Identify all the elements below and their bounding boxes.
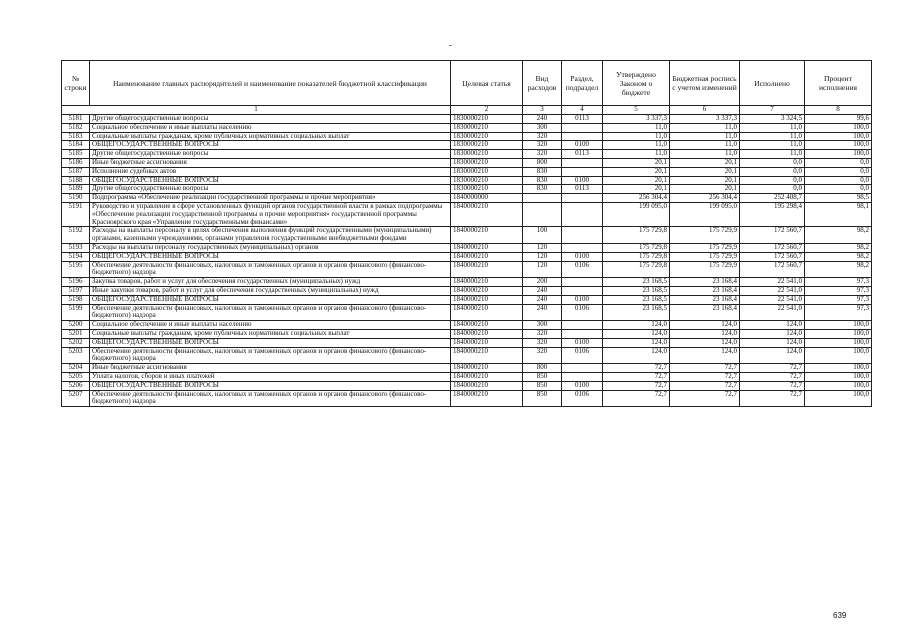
row-section xyxy=(562,167,603,176)
row-name: Другие общегосударственные вопросы xyxy=(90,115,451,124)
row-number: 5207 xyxy=(62,390,90,407)
row-planned: 20,1 xyxy=(670,167,740,176)
row-name: Социальные выплаты гражданам, кроме публичных нормативных социальных выплат xyxy=(90,329,451,338)
row-planned: 20,1 xyxy=(670,185,740,194)
row-percent: 98,5 xyxy=(805,194,872,203)
row-executed: 22 541,0 xyxy=(740,295,805,304)
row-target-article: 1840000210 xyxy=(451,321,523,330)
row-target-article: 1840000210 xyxy=(451,329,523,338)
row-approved: 256 304,4 xyxy=(603,194,670,203)
row-name: ОБЩЕГОСУДАРСТВЕННЫЕ ВОПРОСЫ xyxy=(90,295,451,304)
table-row xyxy=(62,321,872,330)
table-row xyxy=(62,158,872,167)
row-planned: 175 729,9 xyxy=(670,227,740,244)
row-section: 0106 xyxy=(562,304,603,321)
row-section xyxy=(562,227,603,244)
row-target-article: 1840000210 xyxy=(451,304,523,321)
row-executed: 172 560,7 xyxy=(740,261,805,278)
row-name: ОБЩЕГОСУДАРСТВЕННЫЕ ВОПРОСЫ xyxy=(90,252,451,261)
row-number: 5188 xyxy=(62,176,90,185)
row-planned: 256 304,4 xyxy=(670,194,740,203)
table-row xyxy=(62,261,872,278)
row-name: Обеспечение деятельности финансовых, налоговых и таможенных органов и органов финансового (финансово-бюджетного) надзора xyxy=(90,304,451,321)
row-approved: 72,7 xyxy=(603,381,670,390)
budget-table-container xyxy=(61,60,871,407)
row-number: 5205 xyxy=(62,372,90,381)
row-section xyxy=(562,278,603,287)
budget-execution-table xyxy=(61,60,872,407)
row-section: 0100 xyxy=(562,381,603,390)
table-row xyxy=(62,304,872,321)
row-planned: 124,0 xyxy=(670,338,740,347)
row-section xyxy=(562,243,603,252)
row-percent: 97,3 xyxy=(805,286,872,295)
row-target-article: 1840000210 xyxy=(451,227,523,244)
header-row xyxy=(62,61,872,106)
row-name: Обеспечение деятельности финансовых, налоговых и таможенных органов и органов финансового (финансово-бюджетного) надзора xyxy=(90,347,451,364)
row-executed: 124,0 xyxy=(740,329,805,338)
row-percent: 98,2 xyxy=(805,227,872,244)
row-executed: 0,0 xyxy=(740,185,805,194)
row-planned: 175 729,9 xyxy=(670,243,740,252)
row-executed: 124,0 xyxy=(740,347,805,364)
row-expense-type: 320 xyxy=(523,132,562,141)
row-section xyxy=(562,132,603,141)
row-name: Социальные выплаты гражданам, кроме публичных нормативных социальных выплат xyxy=(90,132,451,141)
row-planned: 20,1 xyxy=(670,158,740,167)
row-approved: 175 729,8 xyxy=(603,243,670,252)
row-name: Расходы на выплаты персоналу в целях обеспечения выполнения функций государственными (муниципальными) органами, казенными учреждениями, органами управления государственными внебюджетными фондами xyxy=(90,227,451,244)
table-row xyxy=(62,295,872,304)
row-percent: 100,0 xyxy=(805,338,872,347)
row-target-article: 1830000210 xyxy=(451,132,523,141)
row-name: Подпрограмма «Обеспечение реализации государственной программы и прочие мероприятия» xyxy=(90,194,451,203)
row-planned: 3 337,3 xyxy=(670,115,740,124)
column-number: 2 xyxy=(451,106,523,115)
column-number: 1 xyxy=(62,106,451,115)
row-expense-type: 240 xyxy=(523,295,562,304)
row-target-article: 1830000210 xyxy=(451,158,523,167)
row-target-article: 1830000210 xyxy=(451,150,523,159)
row-target-article: 1840000210 xyxy=(451,261,523,278)
row-target-article: 1840000210 xyxy=(451,202,523,226)
row-approved: 23 168,5 xyxy=(603,286,670,295)
row-expense-type: 320 xyxy=(523,150,562,159)
row-percent: 100,0 xyxy=(805,321,872,330)
header-name: Наименование главных распорядителей и наименование показателей бюджетной классификации xyxy=(90,61,451,106)
row-approved: 20,1 xyxy=(603,158,670,167)
row-percent: 100,0 xyxy=(805,329,872,338)
row-section xyxy=(562,286,603,295)
row-name: Руководство и управление в сфере установленных функций органов государственной власти в рамках подпрограммы «Обеспечение реализации государственной программы и прочие мероприятия» государственной программы Красноярского края «Управление государственными финансами» xyxy=(90,202,451,226)
row-percent: 98,2 xyxy=(805,261,872,278)
row-target-article: 1830000210 xyxy=(451,141,523,150)
row-section: 0113 xyxy=(562,150,603,159)
row-approved: 20,1 xyxy=(603,176,670,185)
row-percent: 97,3 xyxy=(805,278,872,287)
row-executed: 0,0 xyxy=(740,167,805,176)
row-target-article: 1840000210 xyxy=(451,347,523,364)
row-section: 0106 xyxy=(562,390,603,407)
row-percent: 100,0 xyxy=(805,347,872,364)
row-executed: 22 541,0 xyxy=(740,304,805,321)
row-name: Закупка товаров, работ и услуг для обеспечения государственных (муниципальных) нужд xyxy=(90,278,451,287)
scan-speck xyxy=(449,45,452,46)
row-planned: 20,1 xyxy=(670,176,740,185)
row-executed: 22 541,0 xyxy=(740,278,805,287)
row-expense-type: 800 xyxy=(523,364,562,373)
table-row xyxy=(62,329,872,338)
table-row xyxy=(62,243,872,252)
table-row xyxy=(62,381,872,390)
row-name: ОБЩЕГОСУДАРСТВЕННЫЕ ВОПРОСЫ xyxy=(90,176,451,185)
row-name: Социальное обеспечение и иные выплаты населению xyxy=(90,123,451,132)
row-approved: 124,0 xyxy=(603,338,670,347)
row-section: 0113 xyxy=(562,185,603,194)
row-number: 5187 xyxy=(62,167,90,176)
table-row xyxy=(62,194,872,203)
row-expense-type: 120 xyxy=(523,243,562,252)
row-number: 5191 xyxy=(62,202,90,226)
table-row xyxy=(62,141,872,150)
row-executed: 11,0 xyxy=(740,141,805,150)
row-approved: 72,7 xyxy=(603,364,670,373)
row-name: ОБЩЕГОСУДАРСТВЕННЫЕ ВОПРОСЫ xyxy=(90,381,451,390)
row-section xyxy=(562,364,603,373)
header-executed: Исполнено xyxy=(740,61,805,106)
row-planned: 11,0 xyxy=(670,123,740,132)
table-row xyxy=(62,372,872,381)
row-target-article: 1830000210 xyxy=(451,185,523,194)
row-percent: 99,6 xyxy=(805,115,872,124)
row-number: 5199 xyxy=(62,304,90,321)
row-expense-type: 240 xyxy=(523,286,562,295)
row-name: Иные бюджетные ассигнования xyxy=(90,158,451,167)
row-approved: 124,0 xyxy=(603,329,670,338)
row-expense-type: 300 xyxy=(523,123,562,132)
row-expense-type: 240 xyxy=(523,304,562,321)
row-section: 0113 xyxy=(562,115,603,124)
row-approved: 23 168,5 xyxy=(603,304,670,321)
table-body xyxy=(62,115,872,407)
row-name: Исполнение судебных актов xyxy=(90,167,451,176)
row-planned: 11,0 xyxy=(670,141,740,150)
row-planned: 23 168,4 xyxy=(670,278,740,287)
row-executed: 124,0 xyxy=(740,321,805,330)
row-number: 5192 xyxy=(62,227,90,244)
row-percent: 98,2 xyxy=(805,252,872,261)
row-target-article: 1840000210 xyxy=(451,364,523,373)
row-name: ОБЩЕГОСУДАРСТВЕННЫЕ ВОПРОСЫ xyxy=(90,141,451,150)
row-percent: 0,0 xyxy=(805,167,872,176)
row-expense-type: 320 xyxy=(523,338,562,347)
row-section xyxy=(562,321,603,330)
row-section: 0100 xyxy=(562,295,603,304)
row-target-article: 1840000210 xyxy=(451,381,523,390)
row-planned: 72,7 xyxy=(670,390,740,407)
column-number: 6 xyxy=(670,106,740,115)
row-approved: 72,7 xyxy=(603,390,670,407)
row-name: Социальное обеспечение и иные выплаты населению xyxy=(90,321,451,330)
row-target-article: 1830000210 xyxy=(451,176,523,185)
row-number: 5196 xyxy=(62,278,90,287)
table-row xyxy=(62,252,872,261)
table-row xyxy=(62,185,872,194)
row-number: 5204 xyxy=(62,364,90,373)
row-percent: 100,0 xyxy=(805,123,872,132)
header-percent: Процент исполнения xyxy=(805,61,872,106)
page-number: 639 xyxy=(833,611,847,620)
table-row xyxy=(62,227,872,244)
row-executed: 172 560,7 xyxy=(740,243,805,252)
row-approved: 11,0 xyxy=(603,123,670,132)
row-executed: 72,7 xyxy=(740,390,805,407)
row-approved: 11,0 xyxy=(603,141,670,150)
row-number: 5186 xyxy=(62,158,90,167)
row-percent: 97,3 xyxy=(805,295,872,304)
row-planned: 72,7 xyxy=(670,381,740,390)
row-planned: 124,0 xyxy=(670,321,740,330)
row-approved: 199 095,0 xyxy=(603,202,670,226)
column-number: 4 xyxy=(562,106,603,115)
row-expense-type: 850 xyxy=(523,381,562,390)
row-approved: 11,0 xyxy=(603,150,670,159)
row-name: Иные бюджетные ассигнования xyxy=(90,364,451,373)
row-expense-type: 800 xyxy=(523,158,562,167)
row-percent: 100,0 xyxy=(805,132,872,141)
row-section xyxy=(562,202,603,226)
header-approved: Утверждено Законом о бюджете xyxy=(603,61,670,106)
row-percent: 100,0 xyxy=(805,381,872,390)
row-planned: 72,7 xyxy=(670,364,740,373)
row-number: 5185 xyxy=(62,150,90,159)
row-approved: 20,1 xyxy=(603,185,670,194)
row-target-article: 1830000210 xyxy=(451,115,523,124)
row-expense-type: 100 xyxy=(523,227,562,244)
table-row xyxy=(62,115,872,124)
table-row xyxy=(62,176,872,185)
row-approved: 11,0 xyxy=(603,132,670,141)
row-name: Другие общегосударственные вопросы xyxy=(90,150,451,159)
row-number: 5182 xyxy=(62,123,90,132)
row-section xyxy=(562,158,603,167)
row-percent: 100,0 xyxy=(805,372,872,381)
header-target: Целевая статья xyxy=(451,61,523,106)
row-percent: 98,1 xyxy=(805,202,872,226)
row-name: ОБЩЕГОСУДАРСТВЕННЫЕ ВОПРОСЫ xyxy=(90,338,451,347)
row-target-article: 1840000210 xyxy=(451,338,523,347)
row-target-article: 1830000210 xyxy=(451,123,523,132)
column-number: 8 xyxy=(805,106,872,115)
row-section xyxy=(562,123,603,132)
row-number: 5193 xyxy=(62,243,90,252)
row-executed: 72,7 xyxy=(740,372,805,381)
row-percent: 0,0 xyxy=(805,176,872,185)
row-planned: 23 168,4 xyxy=(670,295,740,304)
row-expense-type: 120 xyxy=(523,252,562,261)
row-percent: 0,0 xyxy=(805,158,872,167)
row-expense-type: 830 xyxy=(523,176,562,185)
row-executed: 195 298,4 xyxy=(740,202,805,226)
row-section: 0100 xyxy=(562,338,603,347)
row-number: 5181 xyxy=(62,115,90,124)
row-executed: 0,0 xyxy=(740,176,805,185)
row-number: 5197 xyxy=(62,286,90,295)
column-number: 3 xyxy=(523,106,562,115)
row-executed: 72,7 xyxy=(740,381,805,390)
row-name: Уплата налогов, сборов и иных платежей xyxy=(90,372,451,381)
column-number-row xyxy=(62,106,872,115)
row-approved: 20,1 xyxy=(603,167,670,176)
table-row xyxy=(62,167,872,176)
row-number: 5184 xyxy=(62,141,90,150)
row-executed: 72,7 xyxy=(740,364,805,373)
row-approved: 124,0 xyxy=(603,321,670,330)
row-target-article: 1840000210 xyxy=(451,295,523,304)
row-executed: 11,0 xyxy=(740,132,805,141)
table-row xyxy=(62,338,872,347)
row-planned: 124,0 xyxy=(670,329,740,338)
header-row-no: № строки xyxy=(62,61,90,106)
row-section: 0100 xyxy=(562,176,603,185)
row-number: 5200 xyxy=(62,321,90,330)
row-percent: 100,0 xyxy=(805,390,872,407)
row-executed: 124,0 xyxy=(740,338,805,347)
row-section xyxy=(562,194,603,203)
row-planned: 11,0 xyxy=(670,150,740,159)
row-planned: 72,7 xyxy=(670,372,740,381)
row-percent: 100,0 xyxy=(805,141,872,150)
row-executed: 172 560,7 xyxy=(740,252,805,261)
row-section: 0100 xyxy=(562,141,603,150)
row-executed: 11,0 xyxy=(740,123,805,132)
row-expense-type: 120 xyxy=(523,261,562,278)
table-row xyxy=(62,390,872,407)
row-number: 5201 xyxy=(62,329,90,338)
row-number: 5194 xyxy=(62,252,90,261)
row-number: 5203 xyxy=(62,347,90,364)
header-planned: Бюджетная роспись с учетом изменений xyxy=(670,61,740,106)
row-section xyxy=(562,329,603,338)
row-section xyxy=(562,372,603,381)
row-executed: 3 324,5 xyxy=(740,115,805,124)
row-approved: 175 729,8 xyxy=(603,227,670,244)
row-planned: 124,0 xyxy=(670,347,740,364)
column-number: 5 xyxy=(603,106,670,115)
row-planned: 23 168,4 xyxy=(670,286,740,295)
row-target-article: 1830000210 xyxy=(451,167,523,176)
row-target-article: 1840000210 xyxy=(451,278,523,287)
row-expense-type: 830 xyxy=(523,167,562,176)
row-expense-type: 850 xyxy=(523,372,562,381)
row-expense-type: 320 xyxy=(523,347,562,364)
header-type: Вид расходов xyxy=(523,61,562,106)
row-expense-type: 850 xyxy=(523,390,562,407)
row-approved: 72,7 xyxy=(603,372,670,381)
row-number: 5190 xyxy=(62,194,90,203)
header-section: Раздел, подраздел xyxy=(562,61,603,106)
row-name: Обеспечение деятельности финансовых, налоговых и таможенных органов и органов финансового (финансово-бюджетного) надзора xyxy=(90,390,451,407)
row-number: 5183 xyxy=(62,132,90,141)
row-name: Расходы на выплаты персоналу государственных (муниципальных) органов xyxy=(90,243,451,252)
row-target-article: 1840000210 xyxy=(451,286,523,295)
row-expense-type: 200 xyxy=(523,278,562,287)
row-expense-type: 320 xyxy=(523,329,562,338)
row-planned: 175 729,9 xyxy=(670,252,740,261)
table-row xyxy=(62,364,872,373)
row-approved: 124,0 xyxy=(603,347,670,364)
table-row xyxy=(62,123,872,132)
row-section: 0100 xyxy=(562,252,603,261)
row-number: 5195 xyxy=(62,261,90,278)
row-approved: 23 168,5 xyxy=(603,278,670,287)
row-executed: 252 408,7 xyxy=(740,194,805,203)
row-planned: 175 729,9 xyxy=(670,261,740,278)
row-number: 5206 xyxy=(62,381,90,390)
row-executed: 0,0 xyxy=(740,158,805,167)
row-section: 0106 xyxy=(562,347,603,364)
row-executed: 172 560,7 xyxy=(740,227,805,244)
row-percent: 100,0 xyxy=(805,364,872,373)
row-planned: 23 168,4 xyxy=(670,304,740,321)
row-approved: 175 729,8 xyxy=(603,261,670,278)
row-approved: 175 729,8 xyxy=(603,252,670,261)
table-row xyxy=(62,150,872,159)
row-expense-type xyxy=(523,202,562,226)
row-executed: 11,0 xyxy=(740,150,805,159)
row-number: 5189 xyxy=(62,185,90,194)
row-planned: 199 095,0 xyxy=(670,202,740,226)
row-number: 5202 xyxy=(62,338,90,347)
row-name: Другие общегосударственные вопросы xyxy=(90,185,451,194)
row-percent: 100,0 xyxy=(805,150,872,159)
row-percent: 0,0 xyxy=(805,185,872,194)
row-section: 0106 xyxy=(562,261,603,278)
row-executed: 22 541,0 xyxy=(740,286,805,295)
row-target-article: 1840000210 xyxy=(451,252,523,261)
table-row xyxy=(62,347,872,364)
row-expense-type xyxy=(523,194,562,203)
row-name: Иные закупки товаров, работ и услуг для обеспечения государственных (муниципальных) нужд xyxy=(90,286,451,295)
row-target-article: 1840000210 xyxy=(451,372,523,381)
table-row xyxy=(62,132,872,141)
table-row xyxy=(62,202,872,226)
row-target-article: 1840000210 xyxy=(451,390,523,407)
row-expense-type: 320 xyxy=(523,141,562,150)
row-number: 5198 xyxy=(62,295,90,304)
row-planned: 11,0 xyxy=(670,132,740,141)
column-number: 7 xyxy=(740,106,805,115)
row-expense-type: 830 xyxy=(523,185,562,194)
row-expense-type: 300 xyxy=(523,321,562,330)
row-percent: 98,2 xyxy=(805,243,872,252)
row-approved: 3 337,3 xyxy=(603,115,670,124)
table-row xyxy=(62,286,872,295)
row-name: Обеспечение деятельности финансовых, налоговых и таможенных органов и органов финансового (финансово-бюджетного) надзора xyxy=(90,261,451,278)
table-row xyxy=(62,278,872,287)
row-target-article: 1840000210 xyxy=(451,243,523,252)
row-approved: 23 168,5 xyxy=(603,295,670,304)
row-expense-type: 240 xyxy=(523,115,562,124)
row-target-article: 1840000000 xyxy=(451,194,523,203)
row-percent: 97,3 xyxy=(805,304,872,321)
